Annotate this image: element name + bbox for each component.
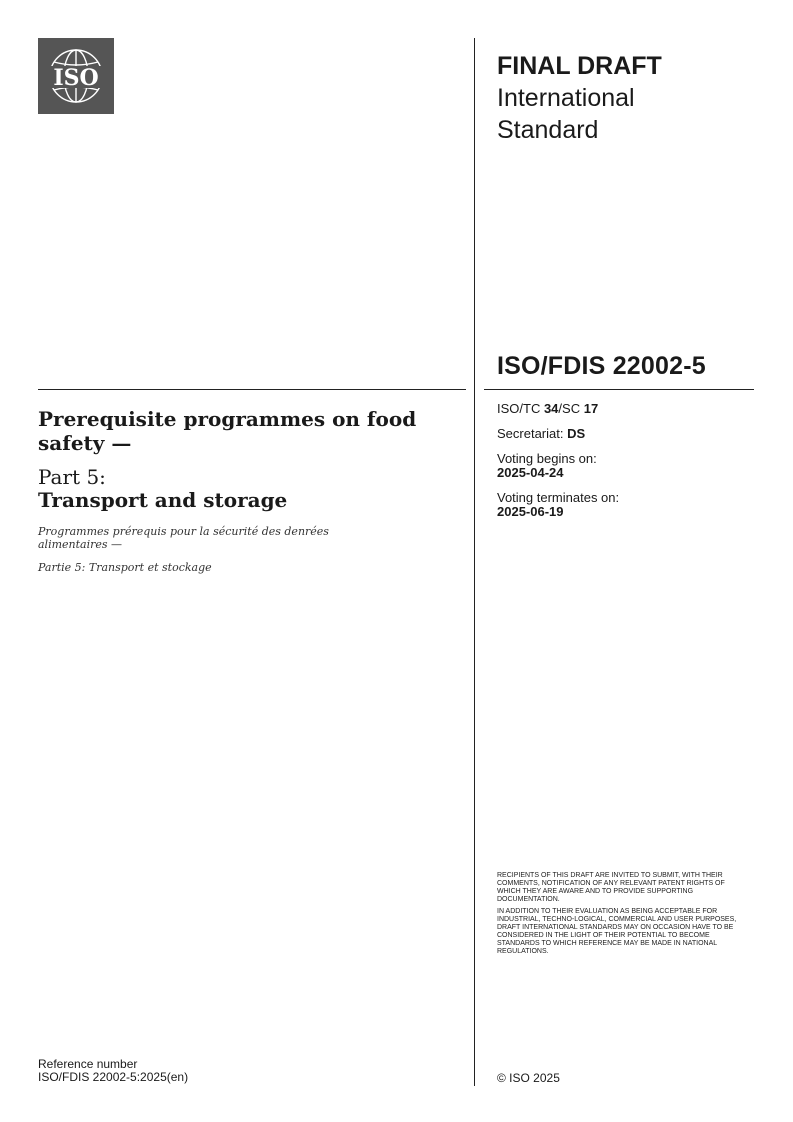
part-title: Transport and storage: [38, 488, 288, 512]
french-part-title: Partie 5: Transport et stockage: [38, 561, 212, 574]
standard-label: Standard: [497, 116, 599, 144]
international-label: International: [497, 84, 635, 112]
french-title: Programmes prérequis pour la sécurité des denrées alimentaires —: [38, 525, 329, 551]
standard-number: ISO/FDIS 22002-5: [497, 352, 706, 380]
voting-begins-label: Voting begins on:: [497, 451, 597, 466]
vertical-divider: [474, 38, 475, 1086]
reference-number-label: Reference number: [38, 1057, 138, 1071]
iso-globe-logo-icon: [38, 38, 114, 114]
main-title-line2: safety —: [38, 431, 132, 455]
part-label: Part 5:: [38, 465, 106, 489]
notice-paragraph-2: IN ADDITION TO THEIR EVALUATION AS BEING ACCEPTABLE FOR INDUSTRIAL, TECHNO-LOGICAL, COMMERCIAL AND USER PURPOSES, DRAFT INTERNATIONAL STANDARDS MAY ON OCCASION HAVE TO BE CONSIDERED IN THE LIGHT OF THEIR POTENTIAL TO BECOME STANDARDS TO WHICH REFERENCE MAY BE MADE IN NATIONAL REGULATIONS.: [497, 908, 737, 955]
main-title-line1: Prerequisite programmes on food: [38, 407, 417, 431]
final-draft-label: FINAL DRAFT: [497, 52, 662, 80]
logo-text: ISO: [53, 65, 99, 91]
copyright-notice: © ISO 2025: [497, 1071, 560, 1085]
document-title: [38, 407, 458, 574]
secretariat-line: Secretariat: DS: [497, 426, 586, 441]
reference-number-block: [38, 1058, 188, 1084]
iso-logo: [38, 38, 114, 114]
committee-meta: [497, 402, 747, 519]
notice-paragraph-1: RECIPIENTS OF THIS DRAFT ARE INVITED TO SUBMIT, WITH THEIR COMMENTS, NOTIFICATION OF ANY RELEVANT PATENT RIGHTS OF WHICH THEY ARE AWARE AND TO PROVIDE SUPPORTING DOCUMENTATION.: [497, 872, 725, 903]
right-horizontal-rule: [484, 389, 754, 390]
document-status-heading: [497, 50, 747, 146]
left-horizontal-rule: [38, 389, 466, 390]
voting-terminates-label: Voting terminates on:: [497, 490, 620, 505]
voting-terminates-date: 2025-06-19: [497, 504, 564, 519]
reference-number-value: ISO/FDIS 22002-5:2025(en): [38, 1070, 189, 1084]
draft-notice: [497, 872, 749, 960]
voting-begins-date: 2025-04-24: [497, 465, 564, 480]
committee-line: ISO/TC 34/SC 17: [497, 401, 599, 416]
